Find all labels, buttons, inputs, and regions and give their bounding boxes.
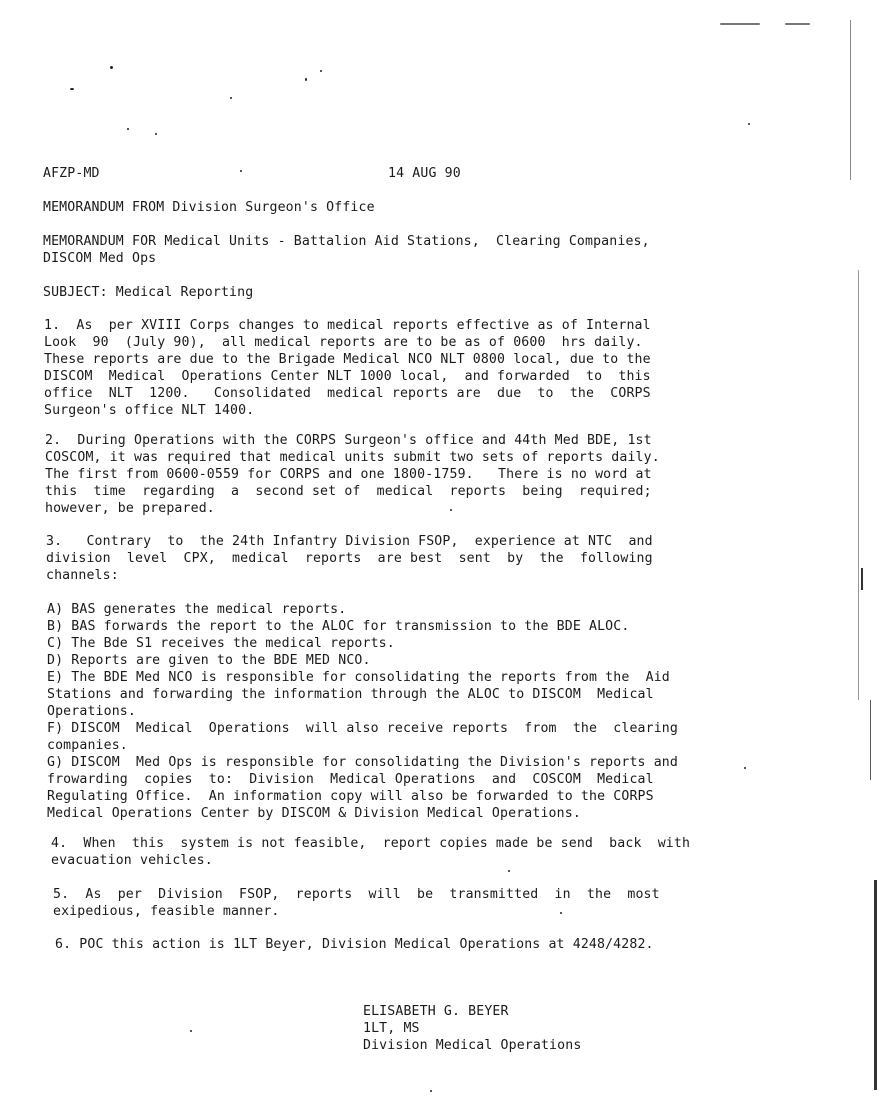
signature-rank: 1LT, MS [363,1021,420,1036]
scan-speck [748,123,750,125]
memo-for-line: DISCOM Med Ops [43,251,157,266]
scan-speck [320,70,322,72]
paragraph-6: 6. POC this action is 1LT Beyer, Division Medical Operations at 4248/4282. [55,937,654,952]
channel-item: companies. [47,738,128,753]
scan-edge-mark [850,20,851,180]
channel-item: F) DISCOM Medical Operations will also receive reports from the clearing [47,721,678,736]
paragraph-1-line: DISCOM Medical Operations Center NLT 1000 local, and forwarded to this [44,369,651,384]
scan-speck [508,870,510,872]
scan-speck [720,23,760,25]
paragraph-1-line: 1. As per XVIII Corps changes to medical reports effective as of Internal [44,318,651,333]
scan-speck [110,66,113,69]
paragraph-4-line: 4. When this system is not feasible, report copies made be send back with [51,836,691,851]
memo-for-line: MEMORANDUM FOR Medical Units - Battalion Aid Stations, Clearing Companies, [43,234,650,249]
channel-item: D) Reports are given to the BDE MED NCO. [47,653,371,668]
memo-date: 14 AUG 90 [388,166,461,181]
scan-edge-mark [870,700,871,780]
scan-speck [127,128,129,130]
scan-speck [305,78,307,81]
channel-item: A) BAS generates the medical reports. [47,602,347,617]
office-symbol: AFZP-MD [43,166,100,181]
paragraph-1-line: These reports are due to the Brigade Medical NCO NLT 0800 local, due to the [44,352,651,367]
channel-item: Operations. [47,704,136,719]
channel-item: frowarding copies to: Division Medical Operations and COSCOM Medical [47,772,654,787]
scan-edge-mark [858,270,859,700]
paragraph-3-line: channels: [46,568,119,583]
scan-speck [560,912,562,914]
paragraph-1-line: Look 90 (July 90), all medical reports are to be as of 0600 hrs daily. [44,335,643,350]
memo-from: MEMORANDUM FROM Division Surgeon's Office [43,200,375,215]
scan-speck [190,1030,192,1032]
channel-item: G) DISCOM Med Ops is responsible for consolidating the Division's reports and [47,755,678,770]
channel-item: B) BAS forwards the report to the ALOC for transmission to the BDE ALOC. [47,619,630,634]
scan-speck [744,767,746,769]
scan-speck [785,23,810,25]
scan-edge-mark [861,568,863,590]
channel-item: C) The Bde S1 receives the medical reports. [47,636,395,651]
paragraph-2-line: this time regarding a second set of medical reports being required; [45,484,652,499]
paragraph-5-line: 5. As per Division FSOP, reports will be transmitted in the most [53,887,660,902]
paragraph-2-line: however, be prepared. [45,501,215,516]
paragraph-2-line: The first from 0600-0559 for CORPS and one 1800-1759. There is no word at [45,467,652,482]
paragraph-1-line: Surgeon's office NLT 1400. [44,403,255,418]
signature-unit: Division Medical Operations [363,1038,582,1053]
channel-item: Stations and forwarding the information through the ALOC to DISCOM Medical [47,687,654,702]
paragraph-2-line: COSCOM, it was required that medical units submit two sets of reports daily. [45,450,660,465]
scan-speck [430,1090,432,1092]
scan-speck [155,133,157,135]
channel-item: Regulating Office. An information copy will also be forwarded to the CORPS [47,789,654,804]
channel-item: Medical Operations Center by DISCOM & Division Medical Operations. [47,806,581,821]
scan-speck [230,97,232,99]
scan-edge-mark [874,880,877,1090]
paragraph-1-line: office NLT 1200. Consolidated medical reports are due to the CORPS [44,386,651,401]
paragraph-5-line: exipedious, feasible manner. [53,904,280,919]
paragraph-3-line: division level CPX, medical reports are best sent by the following [46,551,653,566]
scan-speck [450,509,452,511]
paragraph-2-line: 2. During Operations with the CORPS Surgeon's office and 44th Med BDE, 1st [45,433,652,448]
paragraph-3-line: 3. Contrary to the 24th Infantry Division FSOP, experience at NTC and [46,534,653,549]
scan-speck [70,88,74,90]
channel-item: E) The BDE Med NCO is responsible for consolidating the reports from the Aid [47,670,670,685]
memo-subject: SUBJECT: Medical Reporting [43,285,254,300]
paragraph-4-line: evacuation vehicles. [51,853,213,868]
signature-name: ELISABETH G. BEYER [363,1004,509,1019]
scan-speck [240,170,242,172]
